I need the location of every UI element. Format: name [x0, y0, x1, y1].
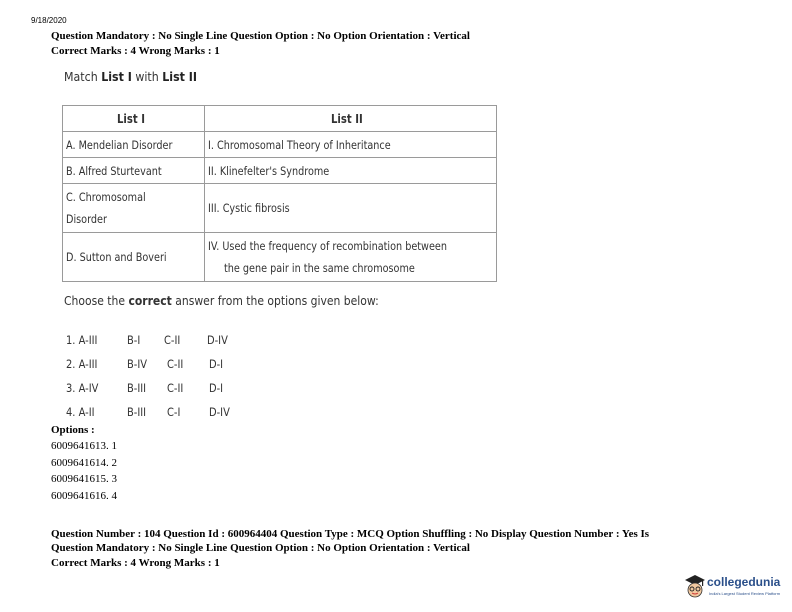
table-cell: III. Cystic fibrosis [205, 184, 497, 233]
option-item: 6009641614. 2 [51, 457, 117, 469]
logo-tagline: India's Largest Student Review Platform [709, 591, 781, 596]
table-cell: C. Chromosomal Disorder [63, 184, 205, 233]
table-row [63, 158, 497, 184]
choose-instruction [64, 294, 379, 308]
list2-header: List II [205, 106, 497, 132]
table-cell: B. Alfred Sturtevant [63, 158, 205, 184]
marks-line: Correct Marks : 4 Wrong Marks : 1 [51, 45, 220, 57]
table-header-row [63, 106, 497, 132]
instr-list2: List II [162, 70, 197, 84]
option-item: 6009641613. 1 [51, 440, 117, 452]
option-item: 6009641615. 3 [51, 473, 117, 485]
collegedunia-logo [683, 573, 783, 603]
table-row [63, 132, 497, 158]
instr-prefix: Match [64, 70, 102, 84]
table-cell: II. Klinefelter's Syndrome [205, 158, 497, 184]
table-cell: A. Mendelian Disorder [63, 132, 205, 158]
options-label: Options : [51, 424, 95, 436]
next-marks-line: Correct Marks : 4 Wrong Marks : 1 [51, 557, 220, 569]
instr-list1: List I [101, 70, 132, 84]
question-instruction [64, 70, 197, 84]
option-item: 6009641616. 4 [51, 490, 117, 502]
table-cell: D. Sutton and Boveri [63, 233, 205, 282]
question-meta-line: Question Mandatory : No Single Line Question Option : No Option Orientation : Vertical [51, 30, 470, 42]
next-question-meta-2: Question Mandatory : No Single Line Question Option : No Option Orientation : Vertical [51, 542, 470, 554]
table-cell: IV. Used the frequency of recombination between the gene pair in the same chromosome [205, 233, 497, 282]
choose-prefix: Choose the [64, 294, 129, 308]
next-question-meta: Question Number : 104 Question Id : 600964404 Question Type : MCQ Option Shuffling : No Display Question Number : Yes Is [51, 528, 650, 540]
match-table [62, 105, 497, 282]
print-date: 9/18/2020 [31, 16, 67, 25]
table-row [63, 233, 497, 282]
choose-suffix: answer from the options given below: [171, 294, 379, 308]
logo-text: collegedunia [707, 575, 781, 589]
table-row [63, 184, 497, 233]
table-cell: I. Chromosomal Theory of Inheritance [205, 132, 497, 158]
list1-header: List I [63, 106, 205, 132]
choose-bold: correct [128, 294, 172, 308]
instr-with: with [131, 70, 163, 84]
graduate-mascot-icon [683, 573, 707, 601]
